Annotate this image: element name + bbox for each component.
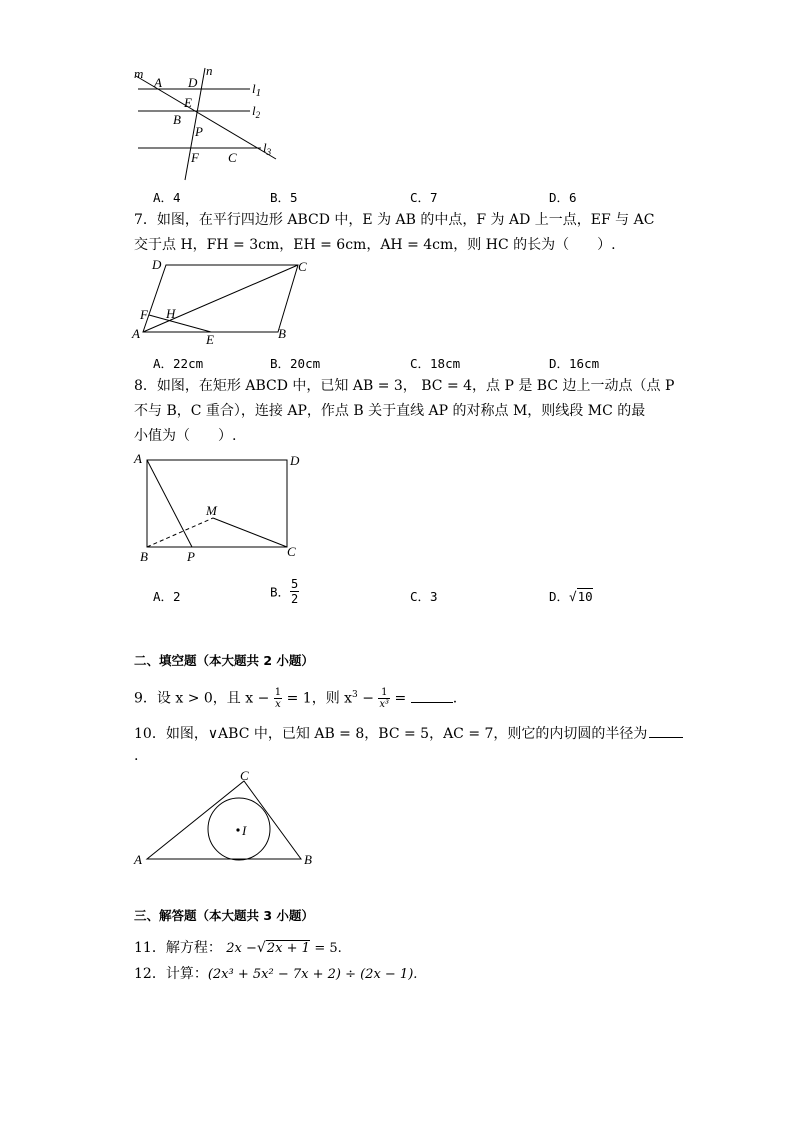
option-c: C．18cm — [410, 356, 461, 371]
label-b: B — [173, 112, 181, 127]
label-c: C — [287, 544, 296, 559]
label-n: n — [206, 63, 213, 78]
q9: 9．设 x > 0，且 x − $\frac{1}{x}$ = 1，则 $x^3$ − $\frac{1}{\text{x³}}$ = . — [134, 687, 458, 711]
section-title-solve: 三、解答题（本大题共 3 小题） — [134, 908, 314, 923]
label-p: P — [195, 124, 203, 139]
q7-line1: 7．如图，在平行四边形 ABCD 中，E 为 AB 的中点，F 为 AD 上一点，EF 与 AC — [134, 212, 655, 228]
label-e: E — [184, 95, 192, 110]
q12: 12．计算：(2x³ + 5x² − 7x + 2) ÷ (2x − 1). — [134, 966, 418, 982]
label-p: P — [187, 549, 195, 564]
option-c: C．7 — [410, 190, 438, 205]
q10-line2: . — [134, 748, 139, 764]
section-title-fill-in: 二、填空题（本大题共 2 小题） — [134, 653, 314, 668]
q11: 11．解方程： 2x −√2x + 1 = 5. — [134, 940, 342, 956]
label-a: A — [134, 852, 142, 867]
figure-q8 — [130, 448, 310, 568]
label-l3: $l_3$ — [263, 140, 272, 157]
label-m: m — [134, 66, 144, 81]
label-a: A — [134, 451, 142, 466]
label-d: D — [188, 75, 198, 90]
option-b: B． $\frac{5}{2}$ — [270, 577, 299, 606]
label-f: F — [191, 150, 199, 165]
label-b: B — [278, 326, 286, 341]
figure-q7 — [130, 256, 320, 346]
option-c: C．3 — [410, 589, 438, 604]
option-b: B．20cm — [270, 356, 321, 371]
q10-line1: 10．如图，∨ABC 中，已知 AB = 8，BC = 5，AC = 7，则它的内切圆的半径为 — [134, 725, 683, 743]
label-i: I — [242, 823, 247, 838]
label-m: M — [206, 503, 217, 518]
label-b: B — [140, 549, 148, 564]
option-a: A．4 — [153, 190, 181, 205]
label-l2: $l_2$ — [252, 103, 261, 120]
label-h: H — [166, 306, 176, 321]
label-l1: $l_1$ — [252, 81, 262, 99]
figure-q10 — [130, 768, 330, 873]
label-a: A — [132, 326, 140, 341]
option-a: A．2 — [153, 589, 181, 604]
label-e: E — [206, 332, 214, 346]
q8-line1: 8．如图，在矩形 ABCD 中，已知 AB = 3， BC = 4，点 P 是 BC 边上一动点（点 P — [134, 378, 675, 394]
figure-q6 — [128, 62, 288, 184]
option-b: B．5 — [270, 190, 298, 205]
label-f: F — [140, 307, 148, 322]
q8-line3: 小值为（ ）. — [134, 428, 237, 444]
label-c: C — [298, 259, 307, 274]
label-c: C — [228, 150, 237, 165]
label-d: D — [290, 453, 300, 468]
option-d: D．16cm — [549, 356, 600, 371]
q8-line2: 不与 B，C 重合），连接 AP，作点 B 关于直线 AP 的对称点 M，则线段 MC 的最 — [134, 403, 646, 419]
option-a: A．22cm — [153, 356, 204, 371]
label-b: B — [304, 852, 312, 867]
option-d: D．√10 — [549, 589, 593, 604]
label-d: D — [152, 257, 162, 272]
q7-line2: 交于点 H，FH = 3cm，EH = 6cm，AH = 4cm，则 HC 的长为（ ）. — [134, 237, 616, 253]
option-d: D．6 — [549, 190, 577, 205]
label-c: C — [240, 768, 249, 783]
label-a: A — [154, 75, 162, 90]
